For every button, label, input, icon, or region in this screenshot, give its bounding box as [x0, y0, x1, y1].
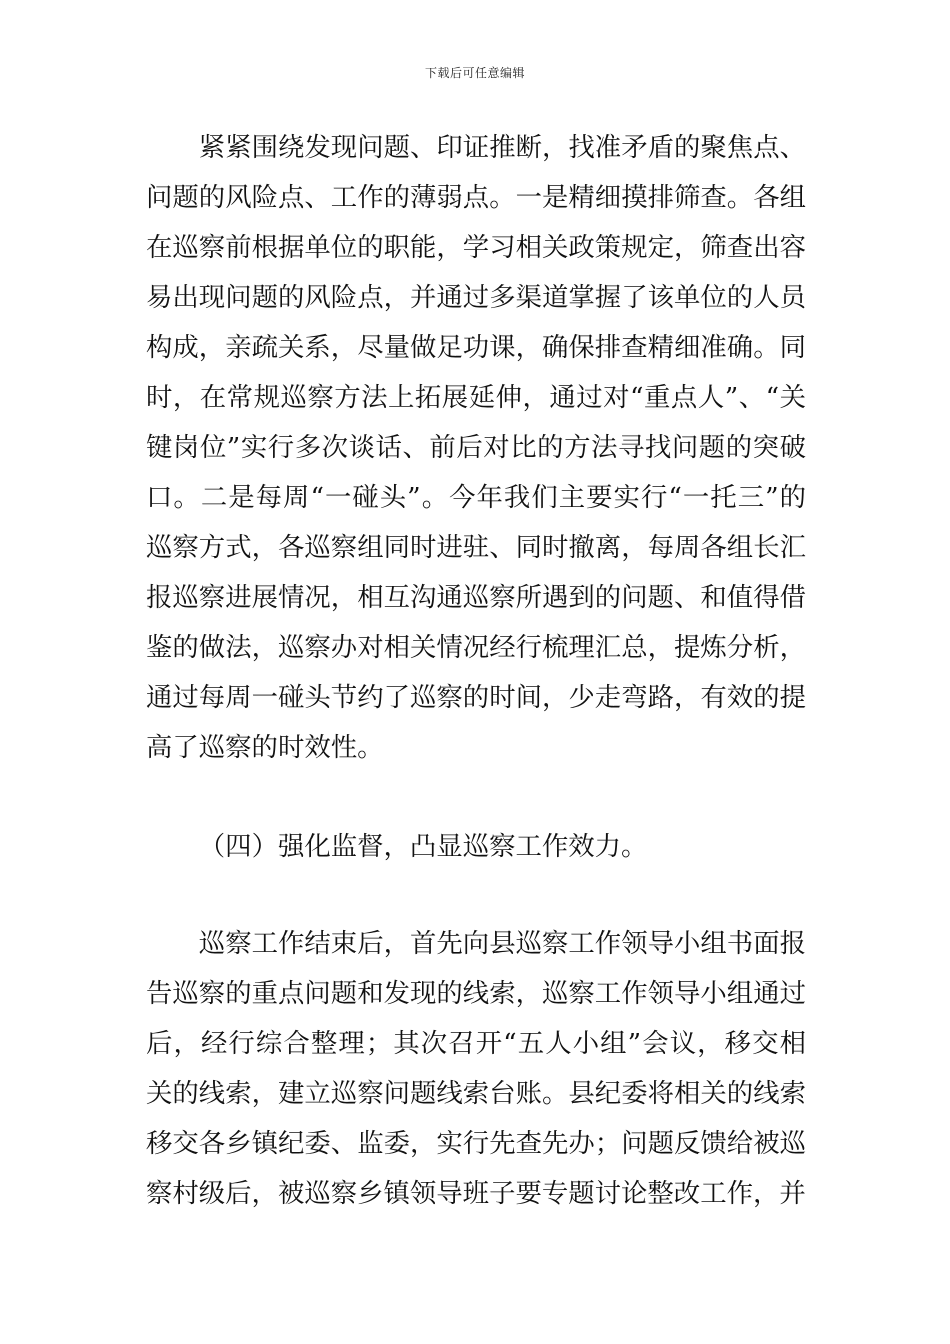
section-heading: （四）强化监督，凸显巡察工作效力。: [198, 831, 648, 862]
header-note: 下载后可任意编辑: [424, 66, 525, 80]
body-paragraph-1: 紧紧围绕发现问题、印证推断，找准矛盾的聚焦点、问题的风险点、工作的薄弱点。一是精细摸排筛查。各组在巡察前根据单位的职能，学习相关政策规定，筛查出容易出现问题的风险点，并通过多渠道掌握了该单位的人员构成，亲疏关系，尽量做足功课，确保排查精细准确。同时，在常规巡察方法上拓展延伸，通过对“重点人”、“关键岗位”实行多次谈话、前后对比的方法寻找问题的突破口。二是每周“一碰头”。今年我们主要实行“一托三”的巡察方式，各巡察组同时进驻、同时撤离，每周各组长汇报巡察进展情况，相互沟通巡察所遇到的问题、和值得借鉴的做法，巡察办对相关情况经行梳理汇总，提炼分析，通过每周一碰头节约了巡察的时间，少走弯路，有效的提高了巡察的时效性。: [146, 132, 806, 763]
body-paragraph-2: 巡察工作结束后，首先向县巡察工作领导小组书面报告巡察的重点问题和发现的线索，巡察工作领导小组通过后，经行综合整理；其次召开“五人小组”会议，移交相关的线索，建立巡察问题线索台账。县纪委将相关的线索移交各乡镇纪委、监委，实行先查先办；问题反馈给被巡察村级后，被巡察乡镇领导班子要专题讨论整改工作，并: [146, 928, 806, 1209]
